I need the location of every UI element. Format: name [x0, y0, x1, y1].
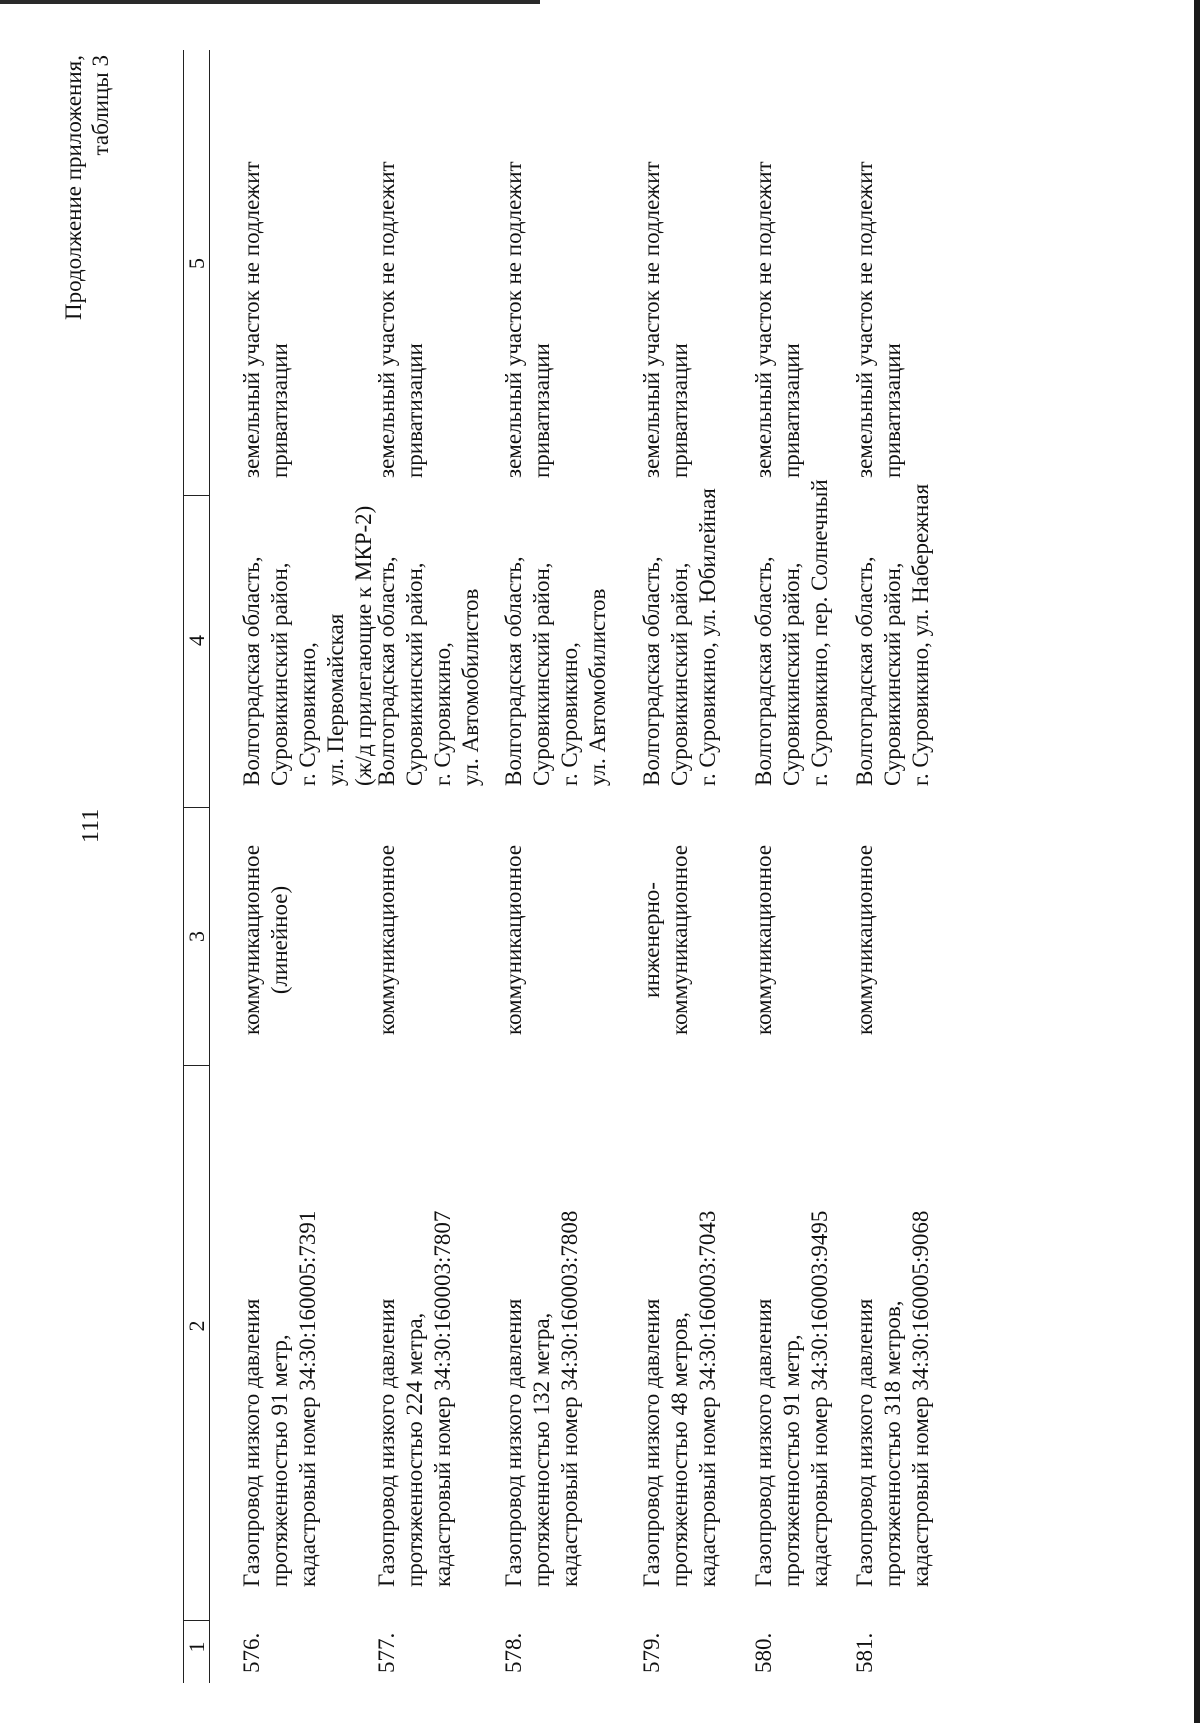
object-type-line: (линейное) [267, 885, 292, 995]
note-line: приватизации [667, 343, 692, 478]
object-name-line: протяженностью 132 метра, [529, 1312, 554, 1587]
table-header [183, 50, 210, 1683]
address-line: (ж/д прилегающие к МКР-2) [351, 505, 376, 786]
address-line: Суровикинский район, [267, 562, 292, 786]
object-name-line: протяженностью 318 метров, [880, 1300, 905, 1587]
object-name [238, 1066, 373, 1621]
object-type [373, 808, 500, 1066]
address-line: Суровикинский район, [779, 562, 804, 786]
object-name-line: протяженностью 91 метр, [267, 1334, 292, 1587]
object-name [638, 1066, 750, 1621]
object-note [373, 50, 500, 496]
object-type-line: коммуникационное [239, 844, 264, 1036]
object-name [851, 1066, 961, 1621]
object-name-line: кадастровый номер 34:30:160003:7808 [557, 1210, 582, 1587]
object-name [500, 1066, 638, 1621]
note-line: земельный участок не подлежит [751, 161, 776, 478]
address-line: Суровикинский район, [402, 562, 427, 786]
note-line: приватизации [779, 343, 804, 478]
row-number: 577. [374, 1632, 399, 1673]
object-address [638, 488, 750, 808]
note-line: земельный участок не подлежит [852, 161, 877, 478]
object-address [373, 496, 500, 808]
table-row [500, 50, 638, 1683]
address-line: Волгоградская область, [852, 556, 877, 786]
row-number: 576. [239, 1632, 264, 1673]
object-name-line: Газопровод низкого давления [239, 1298, 264, 1587]
object-type-line: коммуникационное [852, 844, 877, 1036]
object-type [500, 808, 638, 1066]
address-line: Суровикинский район, [529, 562, 554, 786]
row-number: 579. [639, 1632, 664, 1673]
address-line: г. Суровикино, [557, 642, 582, 786]
object-type-line: инженерно- [639, 882, 664, 998]
object-type-line: коммуникационное [501, 844, 526, 1036]
object-note [500, 50, 638, 496]
address-line: Волгоградская область, [374, 556, 399, 786]
page-number: 111 [78, 808, 104, 843]
address-line: ул. Автомобилистов [585, 588, 610, 786]
note-line: приватизации [529, 343, 554, 478]
address-line: Суровикинский район, [880, 562, 905, 786]
address-line: г. Суровикино, [430, 642, 455, 786]
object-name [373, 1066, 500, 1621]
note-line: земельный участок не подлежит [239, 161, 264, 478]
object-type [638, 808, 750, 1066]
note-line: земельный участок не подлежит [639, 161, 664, 478]
object-type-line: коммуникационное [751, 844, 776, 1036]
object-name-line: Газопровод низкого давления [639, 1298, 664, 1587]
note-line: земельный участок не подлежит [501, 161, 526, 478]
object-address [851, 483, 961, 808]
object-note [851, 50, 961, 496]
row-number: 581. [852, 1632, 877, 1673]
table-row [373, 50, 500, 1683]
table-row [750, 50, 851, 1683]
object-name-line: кадастровый номер 34:30:160003:9495 [807, 1210, 832, 1587]
table-row [638, 50, 750, 1683]
object-name-line: Газопровод низкого давления [374, 1298, 399, 1587]
object-note [238, 50, 373, 496]
address-line: г. Суровикино, [295, 642, 320, 786]
note-line: приватизации [267, 343, 292, 478]
object-type [750, 808, 851, 1066]
object-address [238, 496, 376, 808]
row-number: 580. [751, 1632, 776, 1673]
row-number: 578. [501, 1632, 526, 1673]
object-name [750, 1066, 851, 1621]
object-address [750, 479, 851, 808]
address-line: ул. Автомобилистов [458, 588, 483, 786]
address-line: г. Суровикино, пер. Солнечный [807, 479, 832, 786]
object-name-line: протяженностью 48 метров, [667, 1312, 692, 1587]
object-type-line: коммуникационное [667, 844, 692, 1036]
property-table [183, 50, 961, 1683]
object-name-line: кадастровый номер 34:30:160005:7391 [295, 1210, 320, 1587]
address-line: Волгоградская область, [639, 556, 664, 786]
address-line: Волгоградская область, [501, 556, 526, 786]
object-name-line: кадастровый номер 34:30:160003:7043 [695, 1210, 720, 1587]
object-name-line: Газопровод низкого давления [751, 1298, 776, 1587]
continuation-line-1: Продолжение приложения, [61, 55, 86, 320]
object-type [851, 808, 961, 1066]
object-name-line: протяженностью 224 метра, [402, 1312, 427, 1587]
object-name-line: Газопровод низкого давления [852, 1298, 877, 1587]
column-number-2: 2 [184, 1066, 209, 1621]
address-line: Суровикинский район, [667, 562, 692, 786]
object-name-line: протяженностью 91 метр, [779, 1334, 804, 1587]
object-type [238, 808, 373, 1066]
object-note [638, 50, 750, 496]
object-name-line: кадастровый номер 34:30:160005:9068 [908, 1210, 933, 1587]
note-line: приватизации [880, 343, 905, 478]
address-line: Волгоградская область, [751, 556, 776, 786]
continuation-note [60, 55, 114, 320]
column-number-4: 4 [184, 496, 209, 808]
address-line: г. Суровикино, ул. Юбилейная [695, 488, 720, 786]
address-line: Волгоградская область, [239, 556, 264, 786]
continuation-line-2: таблицы 3 [88, 55, 113, 156]
table-row [238, 50, 376, 1683]
note-line: земельный участок не подлежит [374, 161, 399, 478]
object-name-line: кадастровый номер 34:30:160003:7807 [430, 1210, 455, 1587]
column-number-3: 3 [184, 808, 209, 1066]
address-line: ул. Первомайская [323, 613, 348, 786]
column-number-1: 1 [184, 1641, 209, 1653]
note-line: приватизации [402, 343, 427, 478]
column-number-5: 5 [184, 50, 209, 496]
object-name-line: Газопровод низкого давления [501, 1298, 526, 1587]
table-row [851, 50, 961, 1683]
object-note [750, 50, 851, 496]
object-address [500, 496, 638, 808]
address-line: г. Суровикино, ул. Набережная [908, 483, 933, 786]
object-type-line: коммуникационное [374, 844, 399, 1036]
